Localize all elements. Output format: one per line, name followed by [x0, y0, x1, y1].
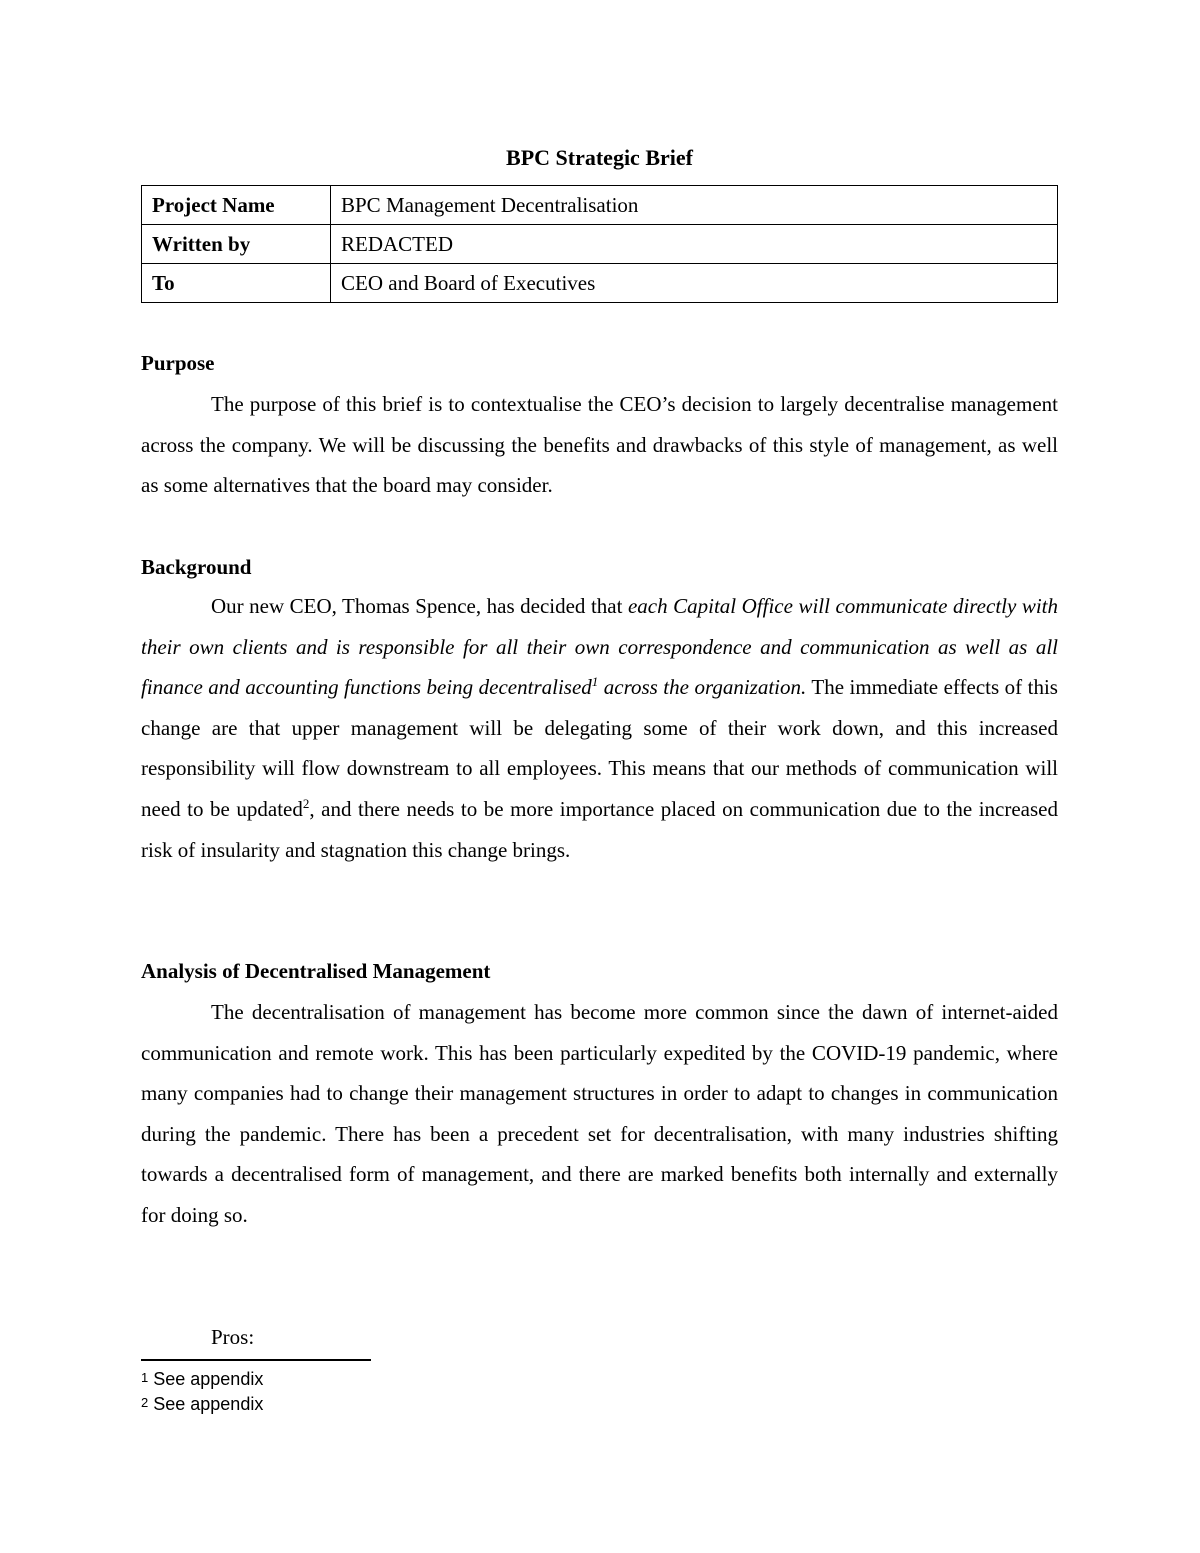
- background-paragraph: [141, 586, 1058, 870]
- ceo-decision-quote: each Capital Office will communicate directly with their own clients and is responsible for all their own correspondence and communication as well as all finance and accounting functions being decentralised$^1$ across the organization.: [141, 594, 1058, 700]
- table-value-cell: REDACTED: [331, 225, 1058, 264]
- table-value-cell: BPC Management Decentralisation: [331, 186, 1058, 225]
- background-end: , and there needs to be more importance placed on communication due to the increased risk of insularity and stagnation this change brings.: [141, 796, 1058, 862]
- footnote-item: [141, 1366, 263, 1391]
- table-label-cell: To: [142, 264, 331, 303]
- footnote-text: See appendix: [148, 1394, 264, 1414]
- table-row: [142, 225, 1058, 264]
- analysis-heading: Analysis of Decentralised Management: [141, 959, 491, 983]
- background-intro: Our new CEO, Thomas Spence, has decided that: [211, 594, 628, 618]
- analysis-paragraph: The decentralisation of management has become more common since the dawn of internet-aided communication and remote work. This has been particularly expedited by the COVID-19 pandemic, where many companies had to change their management structures in order to adapt to changes in communication during the pandemic. There has been a precedent set for decentralisation, with many industries shifting towards a decentralised form of management, and there are marked benefits both internally and externally for doing so.: [141, 1000, 1058, 1227]
- table-label-cell: Written by: [142, 225, 331, 264]
- purpose-paragraph: The purpose of this brief is to contextualise the CEO’s decision to largely decentralise management across the company. We will be discussing the benefits and drawbacks of this style of management, as well as some alternatives that the board may consider.: [141, 392, 1058, 498]
- footnote-item: [141, 1391, 263, 1416]
- table-row: [142, 186, 1058, 225]
- table-label-cell: Project Name: [142, 186, 331, 225]
- purpose-heading: Purpose: [141, 351, 215, 375]
- project-info-table: [141, 185, 1058, 303]
- table-row: [142, 264, 1058, 303]
- background-heading: Background: [141, 555, 252, 579]
- footnote-text: See appendix: [148, 1369, 264, 1389]
- footnote-number: 1: [141, 1370, 149, 1385]
- footnote-separator: [141, 1359, 371, 1361]
- background-middle: The immediate effects of this change are that upper management will be delegating some of their work down, and this increased responsibility will flow downstream to all employees. This means that our methods of communication will need to be updated: [141, 675, 1058, 821]
- table-value-cell: CEO and Board of Executives: [331, 264, 1058, 303]
- footnote-ref-1: 1: [591, 674, 599, 690]
- document-title: BPC Strategic Brief: [506, 145, 693, 170]
- pros-label: Pros:: [211, 1325, 255, 1349]
- footnotes: [141, 1366, 263, 1416]
- footnote-number: 2: [141, 1395, 149, 1410]
- footnote-ref-2: 2: [302, 795, 310, 811]
